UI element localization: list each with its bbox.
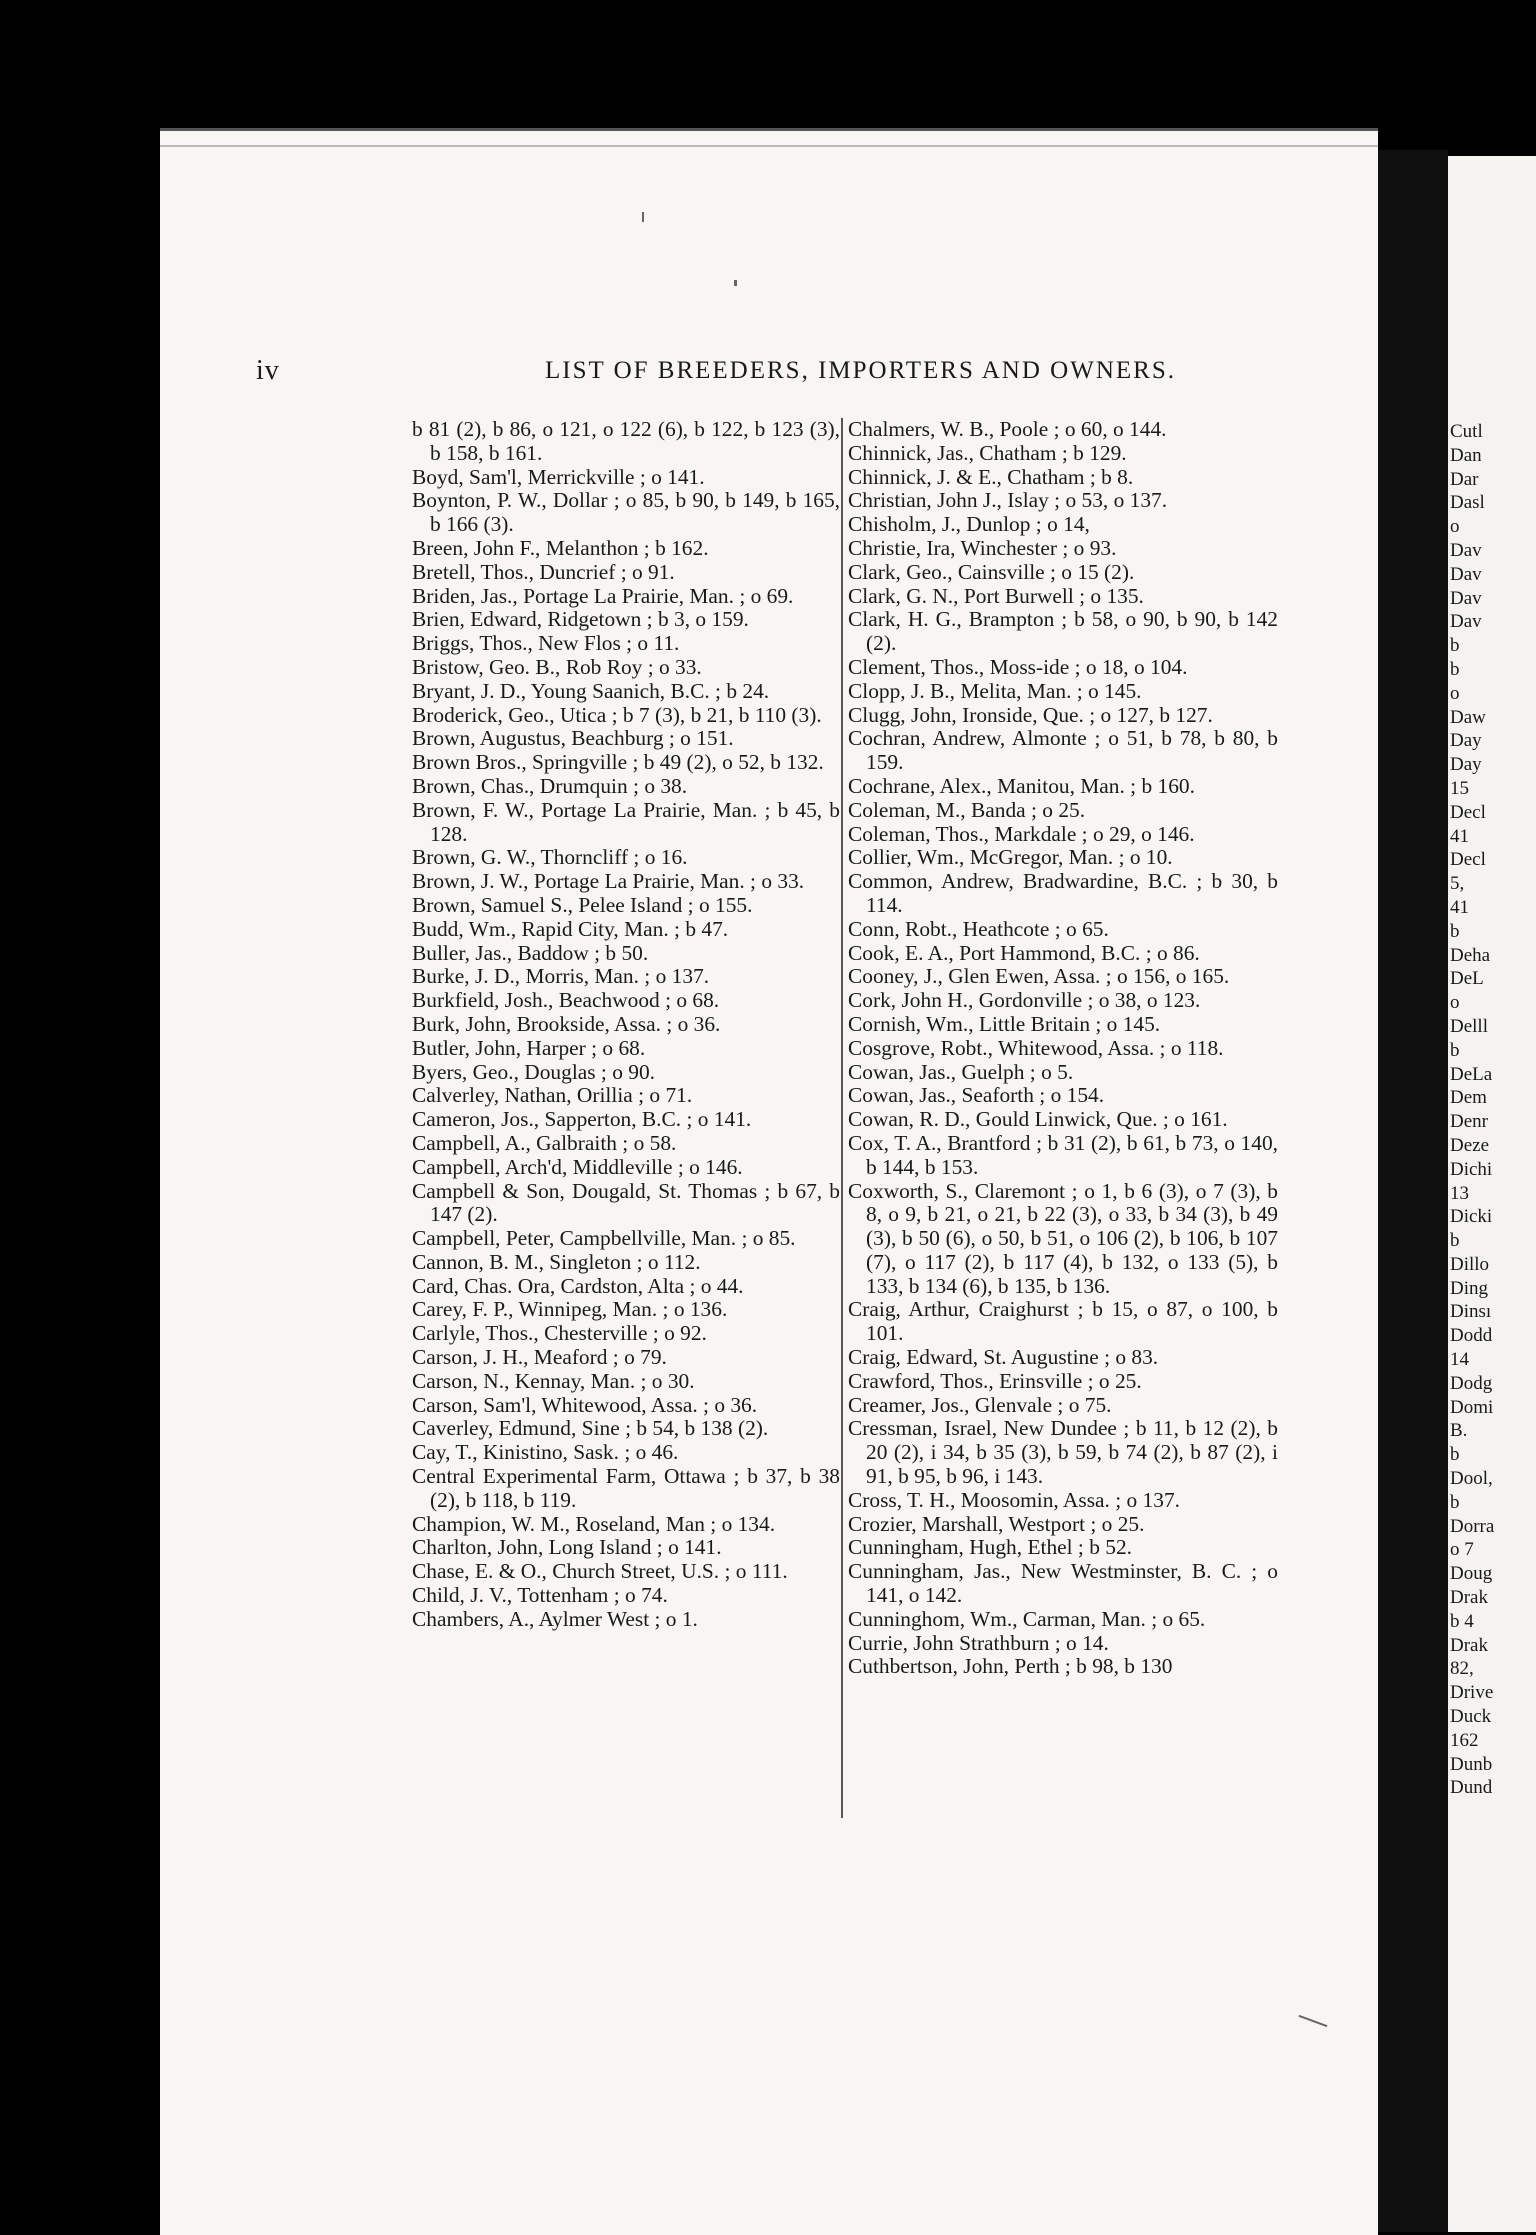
directory-entry: Clugg, John, Ironside, Que. ; o 127, b 127.	[848, 702, 1213, 727]
adjacent-page-fragment: Doug	[1450, 1563, 1493, 1585]
adjacent-page-fragment: Decl	[1450, 849, 1486, 871]
adjacent-page-fragment: Drak	[1450, 1587, 1488, 1609]
left-column	[412, 418, 840, 1632]
adjacent-page-fragment: Dillo	[1450, 1253, 1490, 1275]
directory-entry: Briggs, Thos., New Flos ; o 11.	[412, 631, 680, 656]
directory-entry: b 81 (2), b 86, o 121, o 122 (6), b 122, b 123 (3), b 158, b 161.	[412, 417, 840, 465]
directory-entry: Cork, John H., Gordonville ; o 38, o 123.	[848, 988, 1201, 1013]
directory-entry: Cunningham, Jas., New Westminster, B. C. ; o 141, o 142.	[848, 1559, 1278, 1608]
adjacent-page-fragment: Daw	[1450, 706, 1486, 728]
adjacent-page-fragment: o	[1450, 516, 1460, 538]
adjacent-page-fragment: 14	[1450, 1349, 1469, 1371]
directory-entry: Butler, John, Harper ; o 68.	[412, 1035, 646, 1060]
directory-entry: Creamer, Jos., Glenvale ; o 75.	[848, 1392, 1112, 1417]
right-column	[848, 418, 1278, 1679]
adjacent-page-fragment: Dav	[1450, 563, 1482, 585]
adjacent-page-fragment: Cutl	[1450, 421, 1483, 442]
directory-entry: Christian, John J., Islay ; o 53, o 137.	[848, 488, 1168, 513]
paper-speck	[642, 212, 644, 222]
paper-speck	[734, 280, 737, 286]
directory-entry: Cameron, Jos., Sapperton, B.C. ; o 141.	[412, 1107, 752, 1132]
directory-entry: Cunninghom, Wm., Carman, Man. ; o 65.	[848, 1606, 1206, 1631]
directory-entry: Clark, Geo., Cainsville ; o 15 (2).	[848, 559, 1135, 584]
adjacent-page-fragment: Dool,	[1450, 1468, 1493, 1490]
adjacent-page-fragment: Dorra	[1450, 1515, 1495, 1537]
adjacent-page-fragment: b	[1450, 920, 1460, 942]
adjacent-page-fragment: Dinsı	[1450, 1301, 1492, 1323]
adjacent-page-fragment: b	[1450, 658, 1460, 680]
adjacent-page-fragment: Day	[1450, 730, 1482, 752]
directory-entry: Coleman, M., Banda ; o 25.	[848, 797, 1086, 822]
directory-entry: Buller, Jas., Baddow ; b 50.	[412, 940, 649, 965]
adjacent-page-fragment: Deha	[1450, 944, 1491, 966]
adjacent-page-fragment: Domi	[1450, 1396, 1494, 1418]
directory-entry: Cornish, Wm., Little Britain ; o 145.	[848, 1011, 1161, 1036]
directory-entry: Chambers, A., Aylmer West ; o 1.	[412, 1606, 698, 1631]
directory-entry: Bristow, Geo. B., Rob Roy ; o 33.	[412, 654, 702, 679]
directory-entry: Charlton, John, Long Island ; o 141.	[412, 1535, 722, 1560]
directory-entry: Chinnick, Jas., Chatham ; b 129.	[848, 440, 1127, 465]
directory-entry: Cowan, Jas., Seaforth ; o 154.	[848, 1083, 1105, 1108]
directory-entry: Clopp, J. B., Melita, Man. ; o 145.	[848, 678, 1142, 703]
directory-entry: Conn, Robt., Heathcote ; o 65.	[848, 916, 1109, 941]
adjacent-page-fragment: b	[1450, 1039, 1460, 1061]
directory-entry: Cannon, B. M., Singleton ; o 112.	[412, 1249, 701, 1274]
adjacent-page-fragment: Dunb	[1450, 1753, 1493, 1775]
adjacent-page-fragment: b	[1450, 1230, 1460, 1252]
directory-entry: Briden, Jas., Portage La Prairie, Man. ; o 69.	[412, 583, 794, 608]
directory-entry: Clark, H. G., Brampton ; b 58, o 90, b 90, b 142 (2).	[848, 607, 1278, 656]
adjacent-page-fragment: 82,	[1450, 1658, 1474, 1680]
directory-entry: Cunningham, Hugh, Ethel ; b 52.	[848, 1535, 1133, 1560]
directory-entry: Brown, Samuel S., Pelee Island ; o 155.	[412, 892, 753, 917]
directory-entry: Common, Andrew, Bradwardine, B.C. ; b 30, b 114.	[848, 869, 1278, 917]
directory-entry: Clark, G. N., Port Burwell ; o 135.	[848, 583, 1144, 608]
directory-entry: Cross, T. H., Moosomin, Assa. ; o 137.	[848, 1487, 1180, 1512]
directory-entry: Carey, F. P., Winnipeg, Man. ; o 136.	[412, 1297, 728, 1322]
adjacent-page-fragment: Dicki	[1450, 1206, 1493, 1228]
directory-entry: Currie, John Strathburn ; o 14.	[848, 1630, 1109, 1655]
directory-entry: Broderick, Geo., Utica ; b 7 (3), b 21, b 110 (3).	[412, 702, 822, 727]
directory-entry: Coxworth, S., Claremont ; o 1, b 6 (3), o 7 (3), b 8, o 9, b 21, o 21, b 22 (3), o 33, b 34 (3), b 49 (3), b 50 (6), o 50, b 51, o 106 (2), b 106, b 107 (7), o 117 (2), b 117 (4), b 132, o 133 (5), b 133, b 134 (6), b 135, b 136.	[848, 1178, 1278, 1298]
adjacent-page-fragment: Dichi	[1450, 1158, 1493, 1180]
directory-entry: Brown, J. W., Portage La Prairie, Man. ; o 33.	[412, 869, 805, 894]
adjacent-page-fragment: Denr	[1450, 1111, 1488, 1133]
adjacent-page-fragment: Drak	[1450, 1634, 1488, 1656]
directory-entry: Cochran, Andrew, Almonte ; o 51, b 78, b 80, b 159.	[848, 726, 1278, 775]
adjacent-page-fragment: Decl	[1450, 801, 1486, 823]
directory-entry: Craig, Arthur, Craighurst ; b 15, o 87, o 100, b 101.	[848, 1297, 1278, 1346]
directory-entry: Central Experimental Farm, Ottawa ; b 37, b 38 (2), b 118, b 119.	[412, 1464, 840, 1512]
directory-entry: Carson, N., Kennay, Man. ; o 30.	[412, 1368, 695, 1393]
adjacent-page-fragment: Ding	[1450, 1277, 1488, 1299]
directory-entry: Brown, Augustus, Beachburg ; o 151.	[412, 726, 734, 751]
adjacent-page-fragment: Dodd	[1450, 1325, 1493, 1347]
directory-entry: Budd, Wm., Rapid City, Man. ; b 47.	[412, 916, 729, 941]
column-divider	[841, 418, 843, 1818]
adjacent-page-fragment: Dar	[1450, 468, 1479, 490]
adjacent-page-fragment: b	[1450, 1444, 1460, 1466]
directory-entry: Coleman, Thos., Markdale ; o 29, o 146.	[848, 821, 1195, 846]
adjacent-page-fragment: Delll	[1450, 1015, 1488, 1037]
directory-entry: Card, Chas. Ora, Cardston, Alta ; o 44.	[412, 1273, 744, 1298]
adjacent-page-fragment: Dav	[1450, 539, 1482, 561]
directory-entry: Brown, F. W., Portage La Prairie, Man. ; b 45, b 128.	[412, 797, 840, 846]
adjacent-page-fragment: 13	[1450, 1182, 1469, 1204]
adjacent-page-fragment: Day	[1450, 754, 1482, 776]
directory-entry: Bryant, J. D., Young Saanich, B.C. ; b 24.	[412, 678, 770, 703]
directory-entry: Craig, Edward, St. Augustine ; o 83.	[848, 1345, 1159, 1370]
adjacent-page-fragment: Dan	[1450, 444, 1482, 466]
directory-entry: Burke, J. D., Morris, Man. ; o 137.	[412, 964, 710, 989]
adjacent-page-fragment: Dav	[1450, 611, 1482, 633]
directory-entry: Chase, E. & O., Church Street, U.S. ; o 111.	[412, 1559, 788, 1584]
directory-entry: Campbell, Peter, Campbellville, Man. ; o 85.	[412, 1226, 796, 1251]
directory-entry: Chinnick, J. & E., Chatham ; b 8.	[848, 464, 1134, 489]
directory-entry: Child, J. V., Tottenham ; o 74.	[412, 1583, 668, 1608]
directory-entry: Clement, Thos., Moss-ide ; o 18, o 104.	[848, 654, 1188, 679]
adjacent-page-fragment: Dasl	[1450, 492, 1485, 514]
adjacent-page-fragment: 41	[1450, 825, 1469, 847]
directory-entry: Caverley, Edmund, Sine ; b 54, b 138 (2).	[412, 1416, 769, 1441]
directory-entry: Christie, Ira, Winchester ; o 93.	[848, 535, 1117, 560]
directory-entry: Cowan, R. D., Gould Linwick, Que. ; o 161.	[848, 1107, 1228, 1132]
adjacent-page-fragment: o	[1450, 992, 1460, 1014]
adjacent-page-fragment: Duck	[1450, 1706, 1492, 1728]
directory-entry: Chalmers, W. B., Poole ; o 60, o 144.	[848, 417, 1167, 441]
book-gutter	[1378, 150, 1448, 2232]
adjacent-page-fragment: 41	[1450, 896, 1469, 918]
directory-entry: Campbell, Arch'd, Middleville ; o 146.	[412, 1154, 743, 1179]
directory-entry: Brown, G. W., Thorncliff ; o 16.	[412, 845, 688, 870]
directory-entry: Crozier, Marshall, Westport ; o 25.	[848, 1511, 1145, 1536]
adjacent-page-fragment: o	[1450, 682, 1460, 704]
directory-entry: Burkfield, Josh., Beachwood ; o 68.	[412, 988, 720, 1013]
adjacent-page-fragment: Dodg	[1450, 1372, 1493, 1394]
directory-entry: Cay, T., Kinistino, Sask. ; o 46.	[412, 1440, 679, 1465]
adjacent-page-fragment: Dund	[1450, 1777, 1493, 1799]
directory-entry: Burk, John, Brookside, Assa. ; o 36.	[412, 1011, 721, 1036]
directory-entry: Cressman, Israel, New Dundee ; b 11, b 12 (2), b 20 (2), i 34, b 35 (3), b 59, b 74 (2), b 87 (2), i 91, b 95, b 96, i 143.	[848, 1416, 1278, 1489]
page-number: iv	[256, 355, 280, 386]
directory-entry: Brown, Chas., Drumquin ; o 38.	[412, 773, 688, 798]
directory-entry: Crawford, Thos., Erinsville ; o 25.	[848, 1368, 1142, 1393]
directory-entry: Campbell, A., Galbraith ; o 58.	[412, 1130, 677, 1155]
directory-entry: Cochrane, Alex., Manitou, Man. ; b 160.	[848, 773, 1195, 798]
directory-entry: Byers, Geo., Douglas ; o 90.	[412, 1059, 655, 1084]
adjacent-page-fragment: Drive	[1450, 1682, 1494, 1704]
directory-entry: Cooney, J., Glen Ewen, Assa. ; o 156, o 165.	[848, 964, 1230, 989]
adjacent-page	[1448, 156, 1536, 2232]
adjacent-page-fragments	[1450, 420, 1494, 1800]
running-title: LIST OF BREEDERS, IMPORTERS AND OWNERS.	[545, 357, 1176, 384]
adjacent-page-fragment: 162	[1450, 1729, 1479, 1751]
adjacent-page-fragment: o 7	[1450, 1539, 1474, 1561]
adjacent-page-fragment: 15	[1450, 777, 1469, 799]
directory-entry: Cowan, Jas., Guelph ; o 5.	[848, 1059, 1074, 1084]
adjacent-page-fragment: b 4	[1450, 1610, 1474, 1632]
adjacent-page-fragment: B.	[1450, 1420, 1468, 1442]
directory-entry: Campbell & Son, Dougald, St. Thomas ; b 67, b 147 (2).	[412, 1178, 840, 1227]
directory-entry: Collier, Wm., McGregor, Man. ; o 10.	[848, 845, 1173, 870]
adjacent-page-fragment: DeL	[1450, 968, 1484, 990]
adjacent-page-fragment: Dem	[1450, 1087, 1487, 1109]
directory-entry: Chisholm, J., Dunlop ; o 14,	[848, 512, 1090, 537]
directory-entry: Carson, Sam'l, Whitewood, Assa. ; o 36.	[412, 1392, 758, 1417]
directory-entry: Cox, T. A., Brantford ; b 31 (2), b 61, b 73, o 140, b 144, b 153.	[848, 1130, 1278, 1179]
adjacent-page-fragment: DeLa	[1450, 1063, 1493, 1085]
adjacent-page-fragment: 5,	[1450, 873, 1465, 895]
directory-entry: Carlyle, Thos., Chesterville ; o 92.	[412, 1321, 707, 1346]
adjacent-page-fragment: b	[1450, 1491, 1460, 1513]
directory-entry: Calverley, Nathan, Orillia ; o 71.	[412, 1083, 693, 1108]
directory-entry: Boyd, Sam'l, Merrickville ; o 141.	[412, 464, 705, 489]
directory-entry: Bretell, Thos., Duncrief ; o 91.	[412, 559, 675, 584]
adjacent-page-fragment: Deze	[1450, 1134, 1490, 1156]
adjacent-page-fragment: b	[1450, 635, 1460, 657]
directory-entry: Brown Bros., Springville ; b 49 (2), o 52, b 132.	[412, 750, 824, 775]
directory-entry: Carson, J. H., Meaford ; o 79.	[412, 1345, 667, 1370]
directory-entry: Cook, E. A., Port Hammond, B.C. ; o 86.	[848, 940, 1200, 965]
adjacent-page-fragment: Dav	[1450, 587, 1482, 609]
directory-entry: Cuthbertson, John, Perth ; b 98, b 130	[848, 1654, 1173, 1679]
directory-entry: Boynton, P. W., Dollar ; o 85, b 90, b 149, b 165, b 166 (3).	[412, 488, 840, 537]
directory-entry: Breen, John F., Melanthon ; b 162.	[412, 535, 709, 560]
directory-entry: Champion, W. M., Roseland, Man ; o 134.	[412, 1511, 776, 1536]
directory-entry: Brien, Edward, Ridgetown ; b 3, o 159.	[412, 607, 749, 632]
directory-entry: Cosgrove, Robt., Whitewood, Assa. ; o 118.	[848, 1035, 1224, 1060]
